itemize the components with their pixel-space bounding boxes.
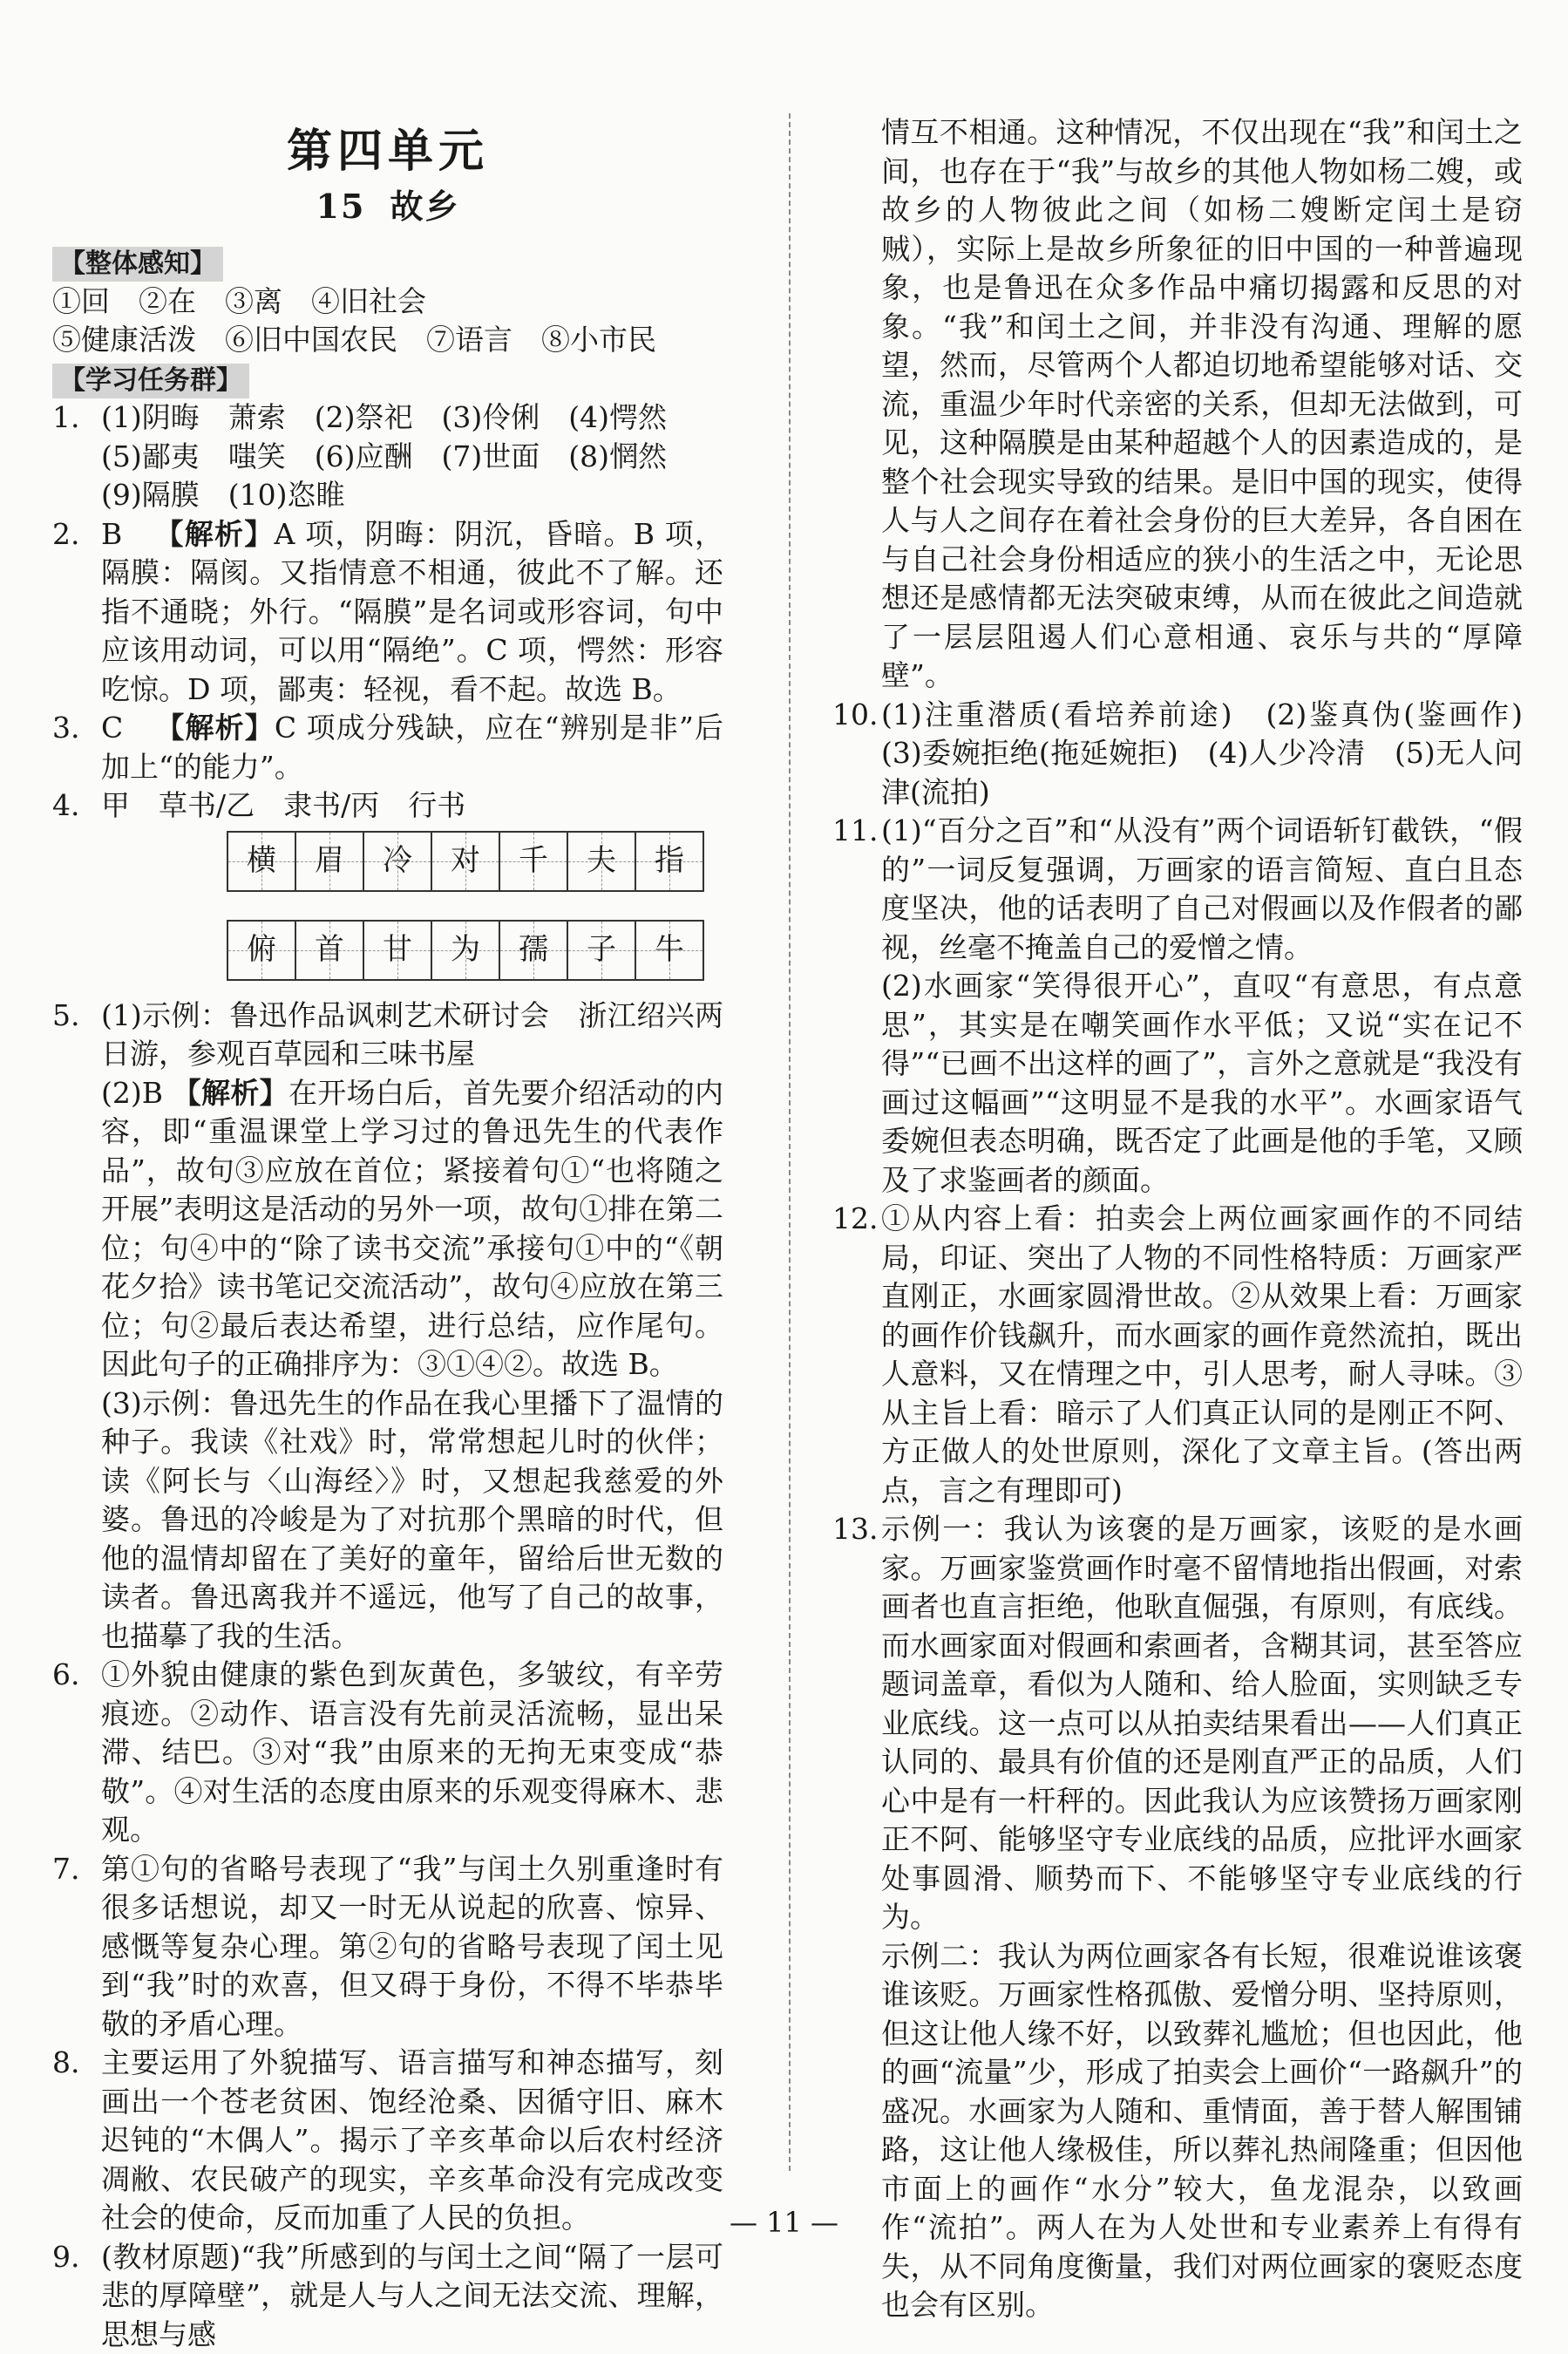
lesson-title xyxy=(52,187,723,227)
answer-item-1: 1. (1)阴晦 萧索 (2)祭祀 (3)伶俐 (4)愕然 (5)鄙夷 嗤笑 (6)应酬 (7)世面 (8)惘然 (9)隔膜 (10)恣睢 xyxy=(52,398,723,515)
lesson-number: 15 xyxy=(316,187,366,226)
analysis-tag: 【解析】 xyxy=(154,711,275,745)
answer-item-7: 7. 第①句的省略号表现了“我”与闰土久别重逢时有很多话想说，却又一时无从说起的欣喜、惊异、感慨等复杂心理。第②句的省略号表现了闰土见到“我”时的欢喜，但又碍于身份，不得不毕恭毕敬的矛盾心理。 xyxy=(52,1850,723,2044)
answer-item-13: 13. 示例一：我认为该褒的是万画家，该贬的是水画家。万画家鉴赏画作时毫不留情地指出假画，对索画者也直言拒绝，他耿直倔强，有原则，有底线。而水画家面对假画和索画者，含糊其词，甚至答应题词盖章，看似为人随和、给人脸面，实则缺乏专业底线。这一点可以从拍卖结果看出——人们真正认同的、最具有价值的还是刚直严正的品质，人们心中是有一杆秤的。因此我认为应该赞扬万画家刚正不阿、能够坚守专业底线的品质，应批评水画家处事圆滑、顺势而下、不能够坚守专业底线的行为。 示例二：我认为两位画家各有长短，很难说谁该褒谁该贬。万画家性格孤傲、爱憎分明、坚持原则，但这让他人缘不好，以致葬礼尴尬；但也因此，他的画“流量”少，形成了拍卖会上画价“一路飙升”的盛况。水画家为人随和、重情面，善于替人解围铺路，这让他人缘极佳，所以葬礼热闹隆重；但因他市面上的画作“水分”较大，鱼龙混杂，以致画作“流拍”。两人在为人处世和专业素养上有得有失，从不同角度衡量，我们对两位画家的褒贬态度也会有区别。 xyxy=(832,1510,1523,2325)
column-divider xyxy=(789,113,791,2171)
answer-item-3: 3. C 【解析】C 项成分残缺，应在“辨别是非”后加上“的能力”。 xyxy=(52,709,723,786)
section-tag-overview: 【整体感知】 xyxy=(52,247,223,282)
grid-cell: 冷 xyxy=(363,831,431,892)
grid-cell: 子 xyxy=(567,920,635,981)
answer-item-4: 4. 甲 草书/乙 隶书/丙 行书 xyxy=(52,786,723,826)
grid-cell: 千 xyxy=(499,831,567,892)
calligraphy-grid-row-2 xyxy=(227,920,723,981)
answer-item-9: 9. (教材原题)“我”所感到的与闰土之间“隔了一层可悲的厚障壁”，就是人与人之间无法交流、理解，思想与感 xyxy=(52,2238,723,2354)
grid-cell: 牛 xyxy=(635,920,704,981)
answer-item-9-continued: 情互不相通。这种情况，不仅出现在“我”和闰土之间，也存在于“我”与故乡的其他人物如杨二嫂，或故乡的人物彼此之间（如杨二嫂断定闰土是窃贼），实际上是故乡所象征的旧中国的一种普遍现象，也是鲁迅在众多作品中痛切揭露和反思的对象。“我”和闰土之间，并非没有沟通、理解的愿望，然而，尽管两个人都迫切地希望能够对话、交流，重温少年时代亲密的关系，但却无法做到，可见，这种隔膜是由某种超越个人的因素造成的，是整个社会现实导致的结果。是旧中国的现实，使得人与人之间存在着社会身份的巨大差异，各自困在与自己社会身份相适应的狭小的生活之中，无论思想还是感情都无法突破束缚，从而在彼此之间造就了一层层阻遏人们心意相通、哀乐与共的“厚障壁”。 xyxy=(832,113,1523,696)
grid-cell: 横 xyxy=(227,831,295,892)
answer-item-12: 12. ①从内容上看：拍卖会上两位画家画作的不同结局，印证、突出了人物的不同性格特质：万画家严直刚正，水画家圆滑世故。②从效果上看：万画家的画作价钱飙升，而水画家的画作竟然流拍，既出人意料，又在情理之中，引人思考，耐人寻味。③从主旨上看：暗示了人们真正认同的是刚正不阿、方正做人的处世原则，深化了文章主旨。(答出两点，言之有理即可) xyxy=(832,1200,1523,1510)
unit-title: 第四单元 xyxy=(52,133,723,172)
page-number: — 11 — xyxy=(0,2206,1568,2239)
grid-cell: 夫 xyxy=(567,831,635,892)
grid-cell: 俯 xyxy=(227,920,295,981)
grid-cell: 指 xyxy=(635,831,704,892)
analysis-tag: 【解析】 xyxy=(153,517,274,551)
answer-item-11: 11. (1)“百分之百”和“从没有”两个词语斩钉截铁，“假的”一词反复强调，万画家的语言简短、直白且态度坚决，他的话表明了自己对假画以及作假者的鄙视，丝毫不掩盖自己的爱憎之情。 (2)水画家“笑得很开心”，直叹“有意思，有点意思”，其实是在嘲笑画作水平低；又说“实在记不得”“已画不出这样的画了”，言外之意就是“我没有画过这幅画”“这明显不是我的水平”。水画家语气委婉但表态明确，既否定了此画是他的手笔，又顾及了求鉴画者的颜面。 xyxy=(832,812,1523,1200)
overview-line: ①回 ②在 ③离 ④旧社会 xyxy=(52,282,723,322)
analysis-tag: 【解析】 xyxy=(173,1076,288,1110)
answer-item-8: 8. 主要运用了外貌描写、语言描写和神态描写，刻画出一个苍老贫困、饱经沧桑、因循守旧、麻木迟钝的“木偶人”。揭示了辛亥革命以后农村经济凋敝、农民破产的现实，辛亥革命没有完成改变社会的使命，反而加重了人民的负担。 xyxy=(52,2044,723,2238)
grid-cell: 对 xyxy=(431,831,499,892)
grid-cell: 眉 xyxy=(295,831,363,892)
left-column xyxy=(52,115,723,2354)
answer-item-5: 5. (1)示例：鲁迅作品讽刺艺术研讨会 浙江绍兴两日游，参观百草园和三味书屋 (2)B 【解析】在开场白后，首先要介绍活动的内容，即“重温课堂上学习过的鲁迅先生的代表作品”，故句③应放在首位；紧接着句①“也将随之开展”表明这是活动的另外一项，故句①排在第二位；句④中的“除了读书交流”承接句①中的“《朝花夕拾》读书笔记交流活动”，故句④应放在第三位；句②最后表达希望，进行总结，应作尾句。因此句子的正确排序为：③①④②。故选 B。 (3)示例：鲁迅先生的作品在我心里播下了温情的种子。我读《社戏》时，常常想起儿时的伙伴；读《阿长与〈山海经〉》时，又想起我慈爱的外婆。鲁迅的冷峻是为了对抗那个黑暗的时代，但他的温情却留在了美好的童年，留给后世无数的读者。鲁迅离我并不遥远，他写了自己的故事，也描摹了我的生活。 xyxy=(52,997,723,1657)
answer-item-10: 10. (1)注重潜质(看培养前途) (2)鉴真伪(鉴画作) (3)委婉拒绝(拖延婉拒) (4)人少冷清 (5)无人问津(流拍) xyxy=(832,696,1523,813)
grid-cell: 孺 xyxy=(499,920,567,981)
grid-cell: 甘 xyxy=(363,920,431,981)
grid-cell: 首 xyxy=(295,920,363,981)
overview-line: ⑤健康活泼 ⑥旧中国农民 ⑦语言 ⑧小市民 xyxy=(52,321,723,360)
calligraphy-grid-row-1 xyxy=(227,831,723,892)
answer-item-6: 6. ①外貌由健康的紫色到灰黄色，多皱纹，有辛劳痕迹。②动作、语言没有先前灵活流畅，显出呆滞、结巴。③对“我”由原来的无拘无束变成“恭敬”。④对生活的态度由原来的乐观变得麻木、悲观。 xyxy=(52,1656,723,1850)
right-column xyxy=(832,113,1523,2325)
lesson-name: 故乡 xyxy=(390,187,459,226)
grid-cell: 为 xyxy=(431,920,499,981)
answer-item-2: 2. B 【解析】A 项，阴晦：阴沉，昏暗。B 项，隔膜：隔阂。又指情意不相通，彼此不了解。还指不通晓；外行。“隔膜”是名词或形容词，句中应该用动词，可以用“隔绝”。C 项，愕然：形容吃惊。D 项，鄙夷：轻视，看不起。故选 B。 xyxy=(52,515,723,710)
section-tag-tasks: 【学习任务群】 xyxy=(52,364,249,398)
